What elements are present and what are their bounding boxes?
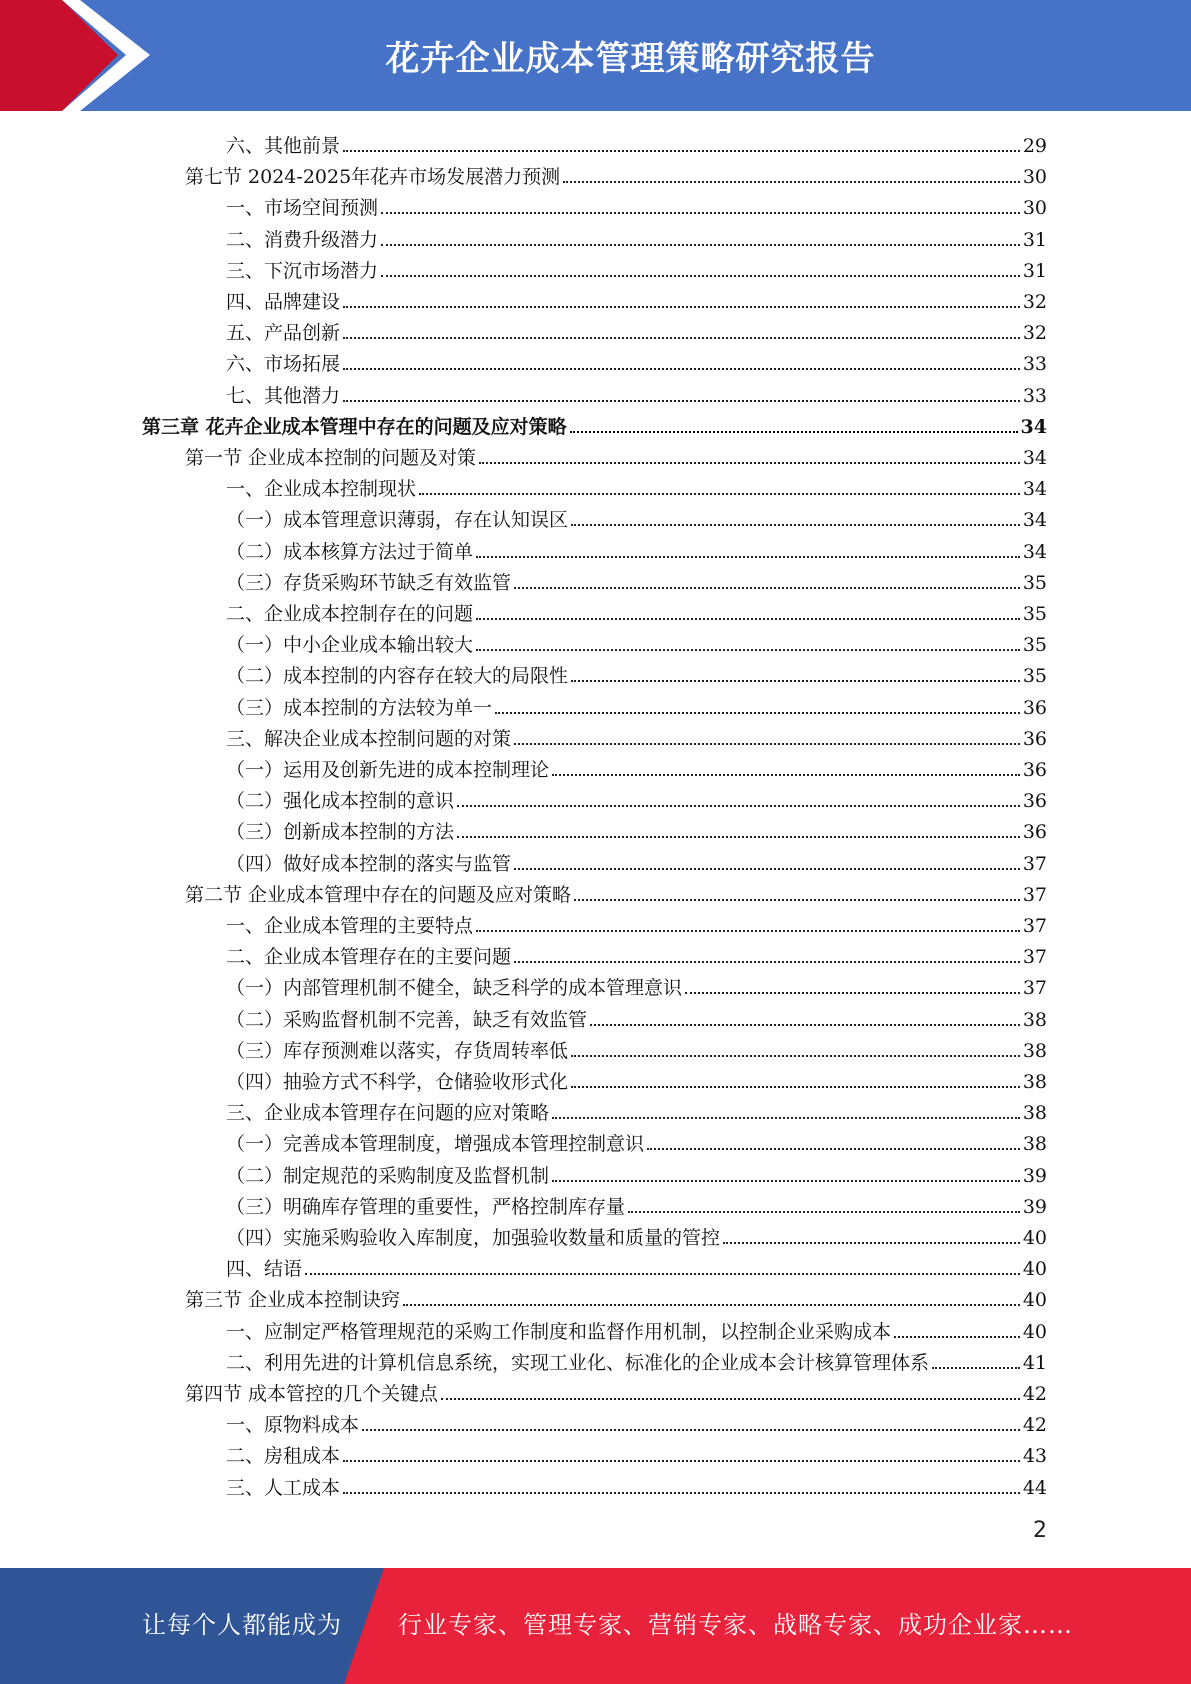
toc-entry-page: 39 [1022,1164,1047,1187]
toc-entry-label: （四）实施采购验收入库制度，加强验收数量和质量的管控 [226,1227,721,1249]
toc-dot-leader [571,680,1020,682]
toc-entry-page: 35 [1022,634,1047,657]
header-banner [0,0,1191,111]
toc-entry-label: （一）内部管理机制不健全，缺乏科学的成本管理意识 [226,977,683,1000]
toc-entry-label: （三）明确库存管理的重要性，严格控制库存量 [226,1195,626,1218]
toc-entry-page: 37 [1022,915,1047,937]
toc-entry-label: 第三节 企业成本控制诀窍 [185,1289,401,1312]
toc-entry-label: 第七节 2024-2025年花卉市场发展潜力预测 [185,166,561,189]
toc-dot-leader [362,1429,1020,1431]
toc-dot-leader [381,244,1020,246]
toc-dot-leader [571,524,1020,526]
toc-entry[interactable] [226,939,1047,970]
toc-entry-page: 36 [1022,821,1047,844]
toc-entry[interactable] [226,378,1047,409]
toc-entry[interactable] [185,1376,1047,1407]
toc-dot-leader [685,992,1020,994]
toc-entry-label: （三）存货采购环节缺乏有效监管 [226,571,512,594]
toc-entry[interactable] [226,814,1047,845]
toc-dot-leader [495,712,1020,714]
toc-entry[interactable] [226,1438,1047,1469]
toc-entry-label: 三、解决企业成本控制问题的对策 [226,727,512,750]
toc-entry-label: 二、利用先进的计算机信息系统，实现工业化、标准化的企业成本会计核算管理体系 [226,1351,930,1374]
toc-dot-leader [628,1211,1020,1213]
toc-entry-page: 36 [1022,790,1047,813]
toc-dot-leader [476,930,1020,932]
toc-entry-label: 一、市场空间预测 [226,197,379,220]
toc-entry-label: 二、企业成本控制存在的问题 [226,603,474,625]
toc-entry[interactable] [226,970,1047,1001]
toc-entry-page: 35 [1022,571,1047,594]
toc-entry-label: （四）做好成本控制的落实与监管 [226,852,512,875]
toc-entry-page: 42 [1022,1383,1047,1405]
toc-entry-label: 一、企业成本管理的主要特点 [226,915,474,937]
toc-dot-leader [514,743,1020,745]
toc-entry-label: 三、企业成本管理存在问题的应对策略 [226,1102,550,1125]
page-number: 2 [1033,1518,1047,1543]
toc-entry[interactable] [226,690,1047,721]
toc-entry-page: 40 [1022,1227,1047,1249]
toc-entry-label: 一、原物料成本 [226,1414,360,1437]
toc-entry-label: 第二节 企业成本管理中存在的问题及应对策略 [185,883,572,906]
toc-entry-label: （二）成本核算方法过于简单 [226,540,474,563]
toc-dot-leader [476,556,1020,558]
toc-dot-leader [343,400,1020,402]
toc-entry-page: 39 [1022,1195,1047,1218]
toc-dot-leader [419,493,1020,495]
toc-entry-page: 31 [1022,259,1047,282]
toc-entry-page: 37 [1022,977,1047,1000]
toc-entry-label: 一、企业成本控制现状 [226,478,417,501]
toc-entry-page: 37 [1022,883,1047,906]
toc-entry[interactable] [226,502,1047,533]
toc-entry[interactable] [226,1314,1047,1345]
toc-entry-page: 43 [1022,1445,1047,1468]
toc-entry-label: 六、市场拓展 [226,353,341,376]
toc-entry[interactable] [226,1189,1047,1220]
toc-entry[interactable] [226,1470,1047,1501]
toc-entry[interactable] [226,190,1047,221]
toc-entry-page: 36 [1022,696,1047,719]
toc-entry[interactable] [226,1064,1047,1095]
toc-entry[interactable] [226,1220,1047,1251]
toc-entry[interactable] [226,627,1047,658]
toc-entry-page: 33 [1022,384,1047,407]
toc-dot-leader [305,1273,1020,1275]
toc-dot-leader [563,181,1020,183]
footer-slogan-right: 行业专家、管理专家、营销专家、战略专家、成功企业家…… [398,1611,1073,1639]
toc-entry-page: 34 [1020,415,1047,438]
toc-entry-label: （四）抽验方式不科学，仓储验收形式化 [226,1071,569,1093]
toc-entry[interactable] [226,534,1047,565]
toc-entry[interactable] [226,471,1047,502]
toc-entry-label: 二、企业成本管理存在的主要问题 [226,946,512,969]
toc-entry[interactable] [142,409,1047,440]
toc-entry[interactable] [226,284,1047,315]
toc-entry-label: 一、应制定严格管理规范的采购工作制度和监督作用机制，以控制企业采购成本 [226,1320,892,1343]
toc-entry-label: 四、结语 [226,1258,303,1281]
toc-entry-label: （三）成本控制的方法较为单一 [226,696,493,719]
toc-entry-label: （二）成本控制的内容存在较大的局限性 [226,665,569,688]
toc-entry-label: 第一节 企业成本控制的问题及对策 [185,447,477,469]
toc-entry-label: （一）完善成本管理制度，增强成本管理控制意识 [226,1133,645,1156]
toc-dot-leader [514,587,1020,589]
toc-entry-page: 34 [1022,540,1047,563]
toc-entry-page: 33 [1022,353,1047,376]
toc-entry-page: 36 [1022,759,1047,781]
toc-dot-leader [476,649,1020,651]
toc-dot-leader [647,1148,1020,1150]
toc-dot-leader [552,1117,1020,1119]
toc-entry-label: （二）强化成本控制的意识 [226,790,455,813]
toc-entry-page: 31 [1022,228,1047,251]
toc-dot-leader [894,1336,1020,1338]
toc-dot-leader [590,1024,1020,1026]
toc-entry[interactable] [226,658,1047,689]
toc-dot-leader [403,1304,1020,1306]
toc-dot-leader [570,431,1018,433]
toc-dot-leader [381,212,1020,214]
toc-entry-page: 44 [1022,1476,1047,1499]
toc-entry[interactable] [226,908,1047,939]
toc-entry-label: （二）采购监督机制不完善，缺乏有效监管 [226,1008,588,1031]
toc-entry-page: 30 [1022,166,1047,189]
toc-dot-leader [514,961,1020,963]
page-title: 花卉企业成本管理策略研究报告 [385,39,876,79]
toc-entry-page: 40 [1022,1258,1047,1281]
toc-entry[interactable] [226,1033,1047,1064]
toc-entry[interactable] [226,1095,1047,1126]
toc-entry-page: 34 [1022,478,1047,501]
toc-entry[interactable] [226,752,1047,783]
toc-entry-page: 40 [1022,1320,1047,1343]
toc-entry-page: 32 [1022,291,1047,313]
toc-entry-label: （三）创新成本控制的方法 [226,821,455,844]
toc-entry-page: 34 [1022,509,1047,532]
toc-entry[interactable] [226,565,1047,596]
toc-dot-leader [441,1398,1020,1400]
toc-entry-page: 36 [1022,727,1047,750]
toc-entry-label: 四、品牌建设 [226,291,341,313]
toc-dot-leader [571,1086,1020,1088]
toc-entry[interactable] [226,846,1047,877]
toc-entry-label: 七、其他潜力 [226,384,341,407]
toc-entry-label: （一）成本管理意识薄弱，存在认知误区 [226,509,569,532]
toc-entry-page: 35 [1022,603,1047,625]
toc-entry[interactable] [226,721,1047,752]
toc-entry-page: 38 [1022,1008,1047,1031]
toc-entry-label: 三、下沉市场潜力 [226,259,379,282]
toc-entry[interactable] [226,128,1047,159]
toc-entry[interactable] [226,253,1047,284]
toc-dot-leader [723,1242,1020,1244]
toc-entry-label: 五、产品创新 [226,322,341,345]
toc-entry-label: 二、房租成本 [226,1445,341,1468]
toc-entry-page: 37 [1022,852,1047,875]
toc-entry[interactable] [226,346,1047,377]
toc-dot-leader [552,1180,1020,1182]
toc-entry-page: 35 [1022,665,1047,688]
toc-entry-page: 41 [1022,1351,1047,1374]
toc-dot-leader [457,805,1020,807]
toc-entry-page: 30 [1022,197,1047,220]
toc-entry[interactable] [226,1345,1047,1376]
toc-entry-page: 38 [1022,1071,1047,1093]
toc-entry[interactable] [185,440,1047,471]
toc-dot-leader [343,1460,1020,1462]
toc-dot-leader [574,899,1020,901]
toc-entry-page: 37 [1022,946,1047,969]
toc-entry-label: 六、其他前景 [226,135,341,157]
toc-entry[interactable] [226,1002,1047,1033]
toc-dot-leader [514,868,1020,870]
toc-entry-label: （二）制定规范的采购制度及监督机制 [226,1164,550,1187]
toc-entry[interactable] [185,1282,1047,1313]
toc-entry[interactable] [226,1158,1047,1189]
toc-entry[interactable] [226,222,1047,253]
toc-dot-leader [479,462,1020,464]
toc-entry[interactable] [185,877,1047,908]
toc-dot-leader [343,337,1020,339]
toc-entry-page: 32 [1022,322,1047,345]
toc-entry[interactable] [226,596,1047,627]
toc-entry[interactable] [226,1126,1047,1157]
toc-entry-page: 38 [1022,1133,1047,1156]
toc-dot-leader [343,306,1020,308]
toc-entry-page: 34 [1022,447,1047,469]
toc-dot-leader [343,368,1020,370]
toc-entry-label: 第四节 成本管控的几个关键点 [185,1383,439,1405]
toc-entry[interactable] [226,1251,1047,1282]
toc-entry-page: 42 [1022,1414,1047,1437]
toc-dot-leader [476,618,1020,620]
toc-dot-leader [381,275,1020,277]
toc-entry-page: 40 [1022,1289,1047,1312]
toc-entry-label: 二、消费升级潜力 [226,228,379,251]
toc-entry-label: （一）运用及创新先进的成本控制理论 [226,759,550,781]
toc-entry[interactable] [185,159,1047,190]
toc-entry-page: 38 [1022,1102,1047,1125]
toc-entry-label: （一）中小企业成本输出较大 [226,634,474,657]
footer-slogan-left: 让每个人都能成为 [142,1611,342,1639]
toc-dot-leader [932,1367,1020,1369]
toc-dot-leader [552,774,1020,776]
toc-entry-label: （三）库存预测难以落实，存货周转率低 [226,1039,569,1062]
toc-entry-label: 三、人工成本 [226,1476,341,1499]
toc-entry[interactable] [226,315,1047,346]
toc-dot-leader [343,1492,1020,1494]
toc-dot-leader [571,1055,1020,1057]
toc-entry-page: 38 [1022,1039,1047,1062]
toc-entry[interactable] [226,1407,1047,1438]
toc-entry-page: 29 [1022,135,1047,157]
toc-dot-leader [457,836,1020,838]
toc-dot-leader [343,150,1020,152]
toc-entry[interactable] [226,783,1047,814]
toc-entry-label: 第三章 花卉企业成本管理中存在的问题及应对策略 [142,415,567,438]
